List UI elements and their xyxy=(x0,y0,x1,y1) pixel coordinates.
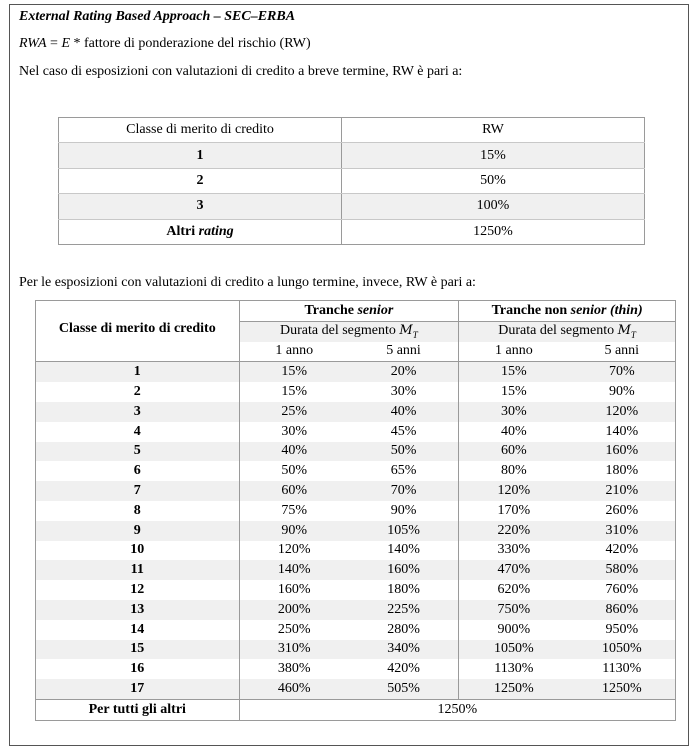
senior-1y-cell: 30% xyxy=(239,422,349,442)
long-header-class: Classe di merito di credito xyxy=(36,301,240,362)
table-row xyxy=(36,481,676,501)
senior-1y-cell: 310% xyxy=(239,640,349,660)
table-row xyxy=(36,560,676,580)
long-class-cell: 13 xyxy=(36,600,240,620)
table-row xyxy=(59,194,645,219)
table-row xyxy=(36,402,676,422)
senior-prefix: Tranche xyxy=(304,302,358,318)
short-class-cell: 1 xyxy=(59,143,342,168)
nonsenior-1y-cell: 330% xyxy=(459,541,569,561)
senior-1y-cell: 60% xyxy=(239,481,349,501)
senior-1y-cell: 250% xyxy=(239,620,349,640)
formula-rest: * fattore di ponderazione del rischio (RW) xyxy=(70,36,311,51)
short-rw-cell: 50% xyxy=(342,168,645,193)
document-title: External Rating Based Approach – SEC–ERBA xyxy=(19,9,296,24)
senior-5y-cell: 140% xyxy=(387,542,420,558)
short-rw-cell: 100% xyxy=(342,194,645,219)
year-header: 1 anno xyxy=(459,342,569,362)
senior-5y-cell: 65% xyxy=(390,463,417,479)
nonsenior-1y-cell: 15% xyxy=(459,362,569,382)
table-row xyxy=(59,168,645,193)
long-class-cell: 5 xyxy=(36,442,240,462)
long-class-cell: 14 xyxy=(130,621,145,637)
nonsenior-italic: senior (thin) xyxy=(570,302,643,318)
formula-e: E xyxy=(61,36,71,51)
senior-5y-cell: 505% xyxy=(349,679,459,699)
short-header-class: Classe di merito di credito xyxy=(59,118,342,143)
nonsenior-1y-cell: 620% xyxy=(459,580,569,600)
senior-1y-cell: 50% xyxy=(239,461,349,481)
mt-subscript: T xyxy=(630,330,636,341)
table-row xyxy=(36,442,676,462)
duration-label: Durata del segmento xyxy=(498,323,618,339)
nonsenior-1y-cell: 40% xyxy=(459,422,569,442)
senior-5y-cell: 180% xyxy=(387,582,420,598)
long-table-body xyxy=(36,362,676,700)
nonsenior-5y-cell: 950% xyxy=(605,621,639,637)
nonsenior-5y-cell: 70% xyxy=(569,362,676,382)
long-class-cell: 9 xyxy=(36,521,240,541)
nonsenior-5y-cell: 1130% xyxy=(602,661,642,677)
nonsenior-1y-cell: 80% xyxy=(459,461,569,481)
mt-symbol: M xyxy=(399,323,413,339)
long-header-row-1 xyxy=(36,301,676,322)
long-class-cell: 10 xyxy=(130,542,145,558)
long-class-cell: 16 xyxy=(130,661,145,677)
senior-5y-cell: 225% xyxy=(349,600,459,620)
senior-1y-cell: 90% xyxy=(239,521,349,541)
nonsenior-1y-cell: 15% xyxy=(459,382,569,402)
short-other-label xyxy=(59,219,342,244)
nonsenior-prefix: Tranche non xyxy=(491,302,571,318)
table-row xyxy=(36,521,676,541)
table-row xyxy=(36,580,676,600)
nonsenior-5y-cell: 580% xyxy=(569,560,676,580)
intro-short-term: Nel caso di esposizioni con valutazioni di credito a breve termine, RW è pari a: xyxy=(19,64,463,79)
table-row xyxy=(36,600,676,620)
nonsenior-1y-cell: 900% xyxy=(459,620,569,640)
senior-5y-cell: 30% xyxy=(390,384,417,400)
mt-subscript: T xyxy=(412,330,418,341)
nonsenior-1y-cell: 60% xyxy=(459,442,569,462)
rwa-formula: RWA = E * fattore di ponderazione del rischio (RW) xyxy=(19,36,311,51)
nonsenior-5y-cell: 90% xyxy=(608,384,635,400)
nonsenior-5y-cell: 120% xyxy=(569,402,676,422)
nonsenior-5y-cell: 160% xyxy=(569,442,676,462)
senior-5y-cell: 70% xyxy=(349,481,459,501)
senior-1y-cell: 40% xyxy=(239,442,349,462)
senior-5y-cell: 420% xyxy=(387,661,420,677)
long-class-cell: 7 xyxy=(36,481,240,501)
senior-1y-cell: 200% xyxy=(239,600,349,620)
long-class-cell: 2 xyxy=(133,384,141,400)
table-row xyxy=(36,659,676,679)
long-term-table xyxy=(35,300,676,721)
duration-label: Durata del segmento xyxy=(280,323,400,339)
nonsenior-5y-cell: 1050% xyxy=(569,640,676,660)
table-row xyxy=(36,640,676,660)
short-header-rw: RW xyxy=(342,118,645,143)
table-row xyxy=(36,501,676,521)
table-row xyxy=(36,461,676,481)
senior-1y-cell: 25% xyxy=(239,402,349,422)
nonsenior-1y-cell: 1050% xyxy=(459,640,569,660)
long-class-cell: 1 xyxy=(36,362,240,382)
senior-5y-cell: 90% xyxy=(390,502,417,518)
table-row xyxy=(36,541,676,561)
nonsenior-5y-cell: 140% xyxy=(605,423,639,439)
nonsenior-1y-cell: 120% xyxy=(459,481,569,501)
senior-5y-cell: 340% xyxy=(349,640,459,660)
table-row xyxy=(59,219,645,244)
senior-5y-cell: 40% xyxy=(349,402,459,422)
short-rw-cell: 15% xyxy=(342,143,645,168)
long-others-row xyxy=(36,699,676,720)
short-class-cell: 2 xyxy=(59,168,342,193)
table-row xyxy=(36,362,676,382)
table-row xyxy=(36,679,676,699)
senior-5y-cell: 20% xyxy=(349,362,459,382)
senior-1y-cell: 460% xyxy=(239,679,349,699)
nonsenior-5y-cell: 1250% xyxy=(569,679,676,699)
formula-rwa: RWA xyxy=(19,36,47,51)
long-class-cell: 3 xyxy=(36,402,240,422)
short-class-cell: 3 xyxy=(59,194,342,219)
long-class-cell: 4 xyxy=(133,423,141,439)
long-class-cell: 12 xyxy=(130,582,145,598)
nonsenior-5y-cell: 760% xyxy=(605,582,639,598)
nonsenior-duration xyxy=(459,321,676,341)
long-others-value: 1250% xyxy=(239,699,675,720)
short-rw-cell: 1250% xyxy=(342,219,645,244)
intro-long-term: Per le esposizioni con valutazioni di credito a lungo termine, invece, RW è pari a: xyxy=(19,275,476,290)
nonsenior-1y-cell: 220% xyxy=(459,521,569,541)
senior-5y-cell: 50% xyxy=(349,442,459,462)
long-header-nonsenior xyxy=(459,301,676,322)
senior-1y-cell: 160% xyxy=(239,580,349,600)
senior-duration xyxy=(239,321,459,341)
senior-italic: senior xyxy=(357,302,394,318)
senior-1y-cell: 380% xyxy=(239,659,349,679)
long-header-senior xyxy=(239,301,459,322)
table-row xyxy=(36,422,676,442)
long-class-cell: 15 xyxy=(36,640,240,660)
senior-5y-cell: 280% xyxy=(387,621,420,637)
nonsenior-5y-cell: 180% xyxy=(605,463,639,479)
senior-1y-cell: 15% xyxy=(239,382,349,402)
nonsenior-1y-cell: 750% xyxy=(459,600,569,620)
long-class-cell: 17 xyxy=(36,679,240,699)
year-header: 5 anni xyxy=(349,342,459,362)
senior-1y-cell: 140% xyxy=(239,560,349,580)
senior-5y-cell: 105% xyxy=(349,521,459,541)
nonsenior-1y-cell: 30% xyxy=(459,402,569,422)
nonsenior-1y-cell: 470% xyxy=(459,560,569,580)
short-term-header-row xyxy=(59,118,645,143)
long-class-cell: 8 xyxy=(133,502,141,518)
short-other-italic: rating xyxy=(198,223,234,239)
mt-symbol: M xyxy=(617,323,631,339)
year-header: 5 anni xyxy=(569,342,676,362)
nonsenior-1y-cell: 1250% xyxy=(459,679,569,699)
nonsenior-1y-cell: 1130% xyxy=(459,659,569,679)
short-term-table xyxy=(58,117,645,245)
senior-1y-cell: 120% xyxy=(239,541,349,561)
table-row xyxy=(36,382,676,402)
short-other-prefix: Altri xyxy=(166,223,199,239)
senior-5y-cell: 160% xyxy=(349,560,459,580)
senior-5y-cell: 45% xyxy=(390,423,417,439)
table-row xyxy=(59,143,645,168)
nonsenior-5y-cell: 260% xyxy=(605,502,639,518)
long-others-label: Per tutti gli altri xyxy=(36,699,240,720)
nonsenior-5y-cell: 420% xyxy=(605,542,639,558)
senior-1y-cell: 75% xyxy=(239,501,349,521)
year-header: 1 anno xyxy=(239,342,349,362)
nonsenior-5y-cell: 210% xyxy=(569,481,676,501)
nonsenior-1y-cell: 170% xyxy=(459,501,569,521)
nonsenior-5y-cell: 310% xyxy=(569,521,676,541)
nonsenior-5y-cell: 860% xyxy=(569,600,676,620)
table-row xyxy=(36,620,676,640)
senior-1y-cell: 15% xyxy=(239,362,349,382)
long-class-cell: 11 xyxy=(36,560,240,580)
long-class-cell: 6 xyxy=(133,463,141,479)
